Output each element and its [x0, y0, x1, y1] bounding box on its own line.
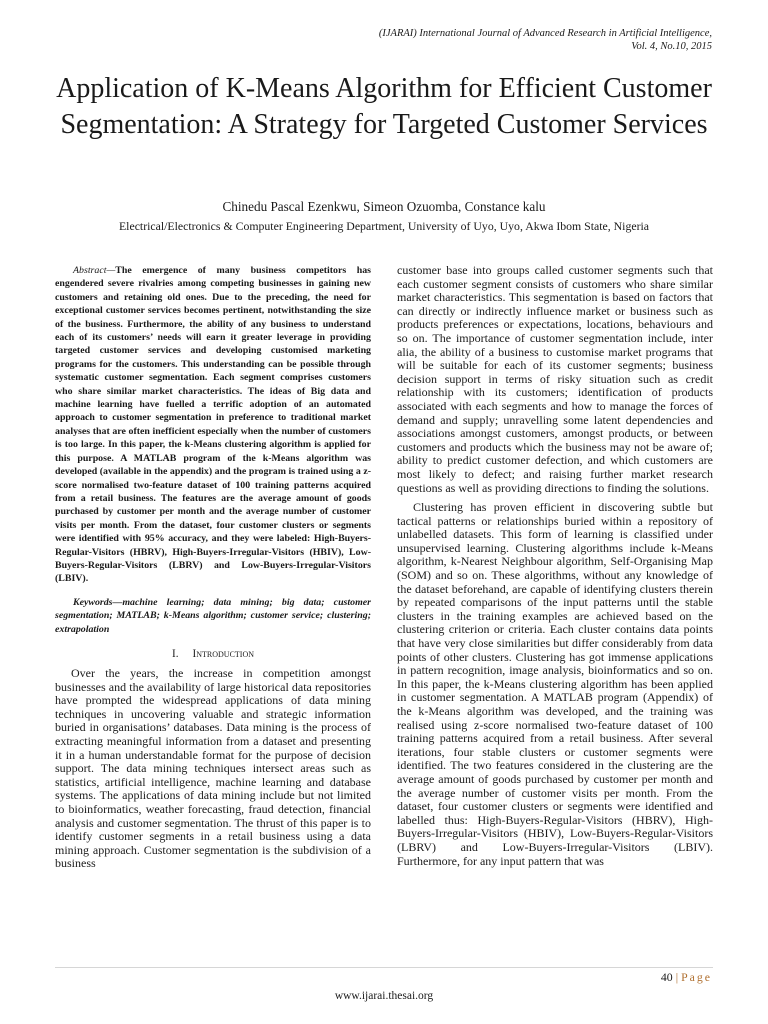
- author-affiliation: Electrical/Electronics & Computer Engineering Department, University of Uyo, Uyo, Akwa Ibom State, Nigeria: [118, 219, 650, 233]
- intro-paragraph-2: Clustering has proven efficient in discovering subtle but tactical patterns or relationships buried within a repository of unlabelled datasets. This form of learning is classified under unsupervised learning. Clustering algorithms include k-Means algorithm, k-Nearest Neighbour algorithm, Self-Organising Map (SOM) and so on. These algorithms, without any knowledge of the dataset beforehand, are capable of identifying clusters therein by repeated comparisons of the input patterns until the stable clusters in the training examples are achieved based on the clustering criterion or criteria. Each cluster contains data points that have very close similarities but differ considerably from data points of other clusters. Clustering has got immense applications in pattern recognition, image analysis, bioinformatics and so on. In this paper, the k-Means clustering algorithm has been applied in customer segmentation. A MATLAB program (Appendix) of the k-Means algorithm was developed, and the training was realised using z-score normalised two-feature dataset of 100 training patterns acquired from a retail business. After several iterations, four stable clusters or customer segments were identified. The two features considered in the clustering are the average amount of goods purchased by customer per month and the average number of customer visits per month. From the dataset, four customer clusters or segments were identified and labelled thus: High-Buyers-Regular-Visitors (HBRV), High-Buyers-Irregular-Visitors (HBIV), Low-Buyers-Regular-Visitors (LBRV) and Low-Buyers-Irregular-Visitors (LBIV). Furthermore, for any input pattern that was: [397, 500, 713, 868]
- intro-paragraph-1-continued: customer base into groups called customer segments such that each customer segment consists of customers who share similar market characteristics. This segmentation is based on factors that can directly or indirectly influence market or business such as products preferences or expectations, locations, behaviours and so on. The importance of customer segmentation include, inter alia, the ability of a business to customise market programs that will be suitable for each of its customer segments; business decision support in terms of risky situation such as credit relationship with its customers; identification of products associated with each segments and how to manage the forces of demand and supply; unravelling some latent dependencies and associations amongst customers, amongst products, or between customers and products which the business may not be aware of; ability to predict customer defection, and which customers are most likely to defect; and raising further market research questions as well as providing directions to finding the solutions.: [397, 263, 713, 495]
- abstract-text: The emergence of many business competitors has engendered severe rivalries among competing businesses in gaining new customers and retaining old ones. Due to the preceding, the need for exceptional customer services becomes pertinent, notwithstanding the size of the business. Furthermore, the ability of any business to understand each of its customers’ needs will earn it greater leverage in providing targeted customer services and developing customised marketing programs for the customers. This understanding can be possible through systematic customer segmentation. Each segment comprises customers who share similar market characteristics. The ideas of Big data and machine learning have fuelled a terrific adoption of an automated approach to customer segmentation in preference to traditional market analyses that are often inefficient especially when the number of customers is too large. In this paper, the k-Means clustering algorithm is applied for this purpose. A MATLAB program of the k-Means algorithm was developed (available in the appendix) and the program is trained using a z-score normalised two-feature dataset of 100 training patterns acquired from a retail business. The features are the average amount of goods purchased by customer per month and the average number of customer visits per month. From the dataset, four customer clusters or segments were identified with 95% accuracy, and they were labeled: High-Buyers-Regular-Visitors (HBRV), High-Buyers-Irregular-Visitors (HBIV), Low-Buyers-Regular-Visitors (LBRV) and Low-Buyers-Irregular-Visitors (LBIV).: [55, 265, 371, 585]
- page-number-value: 40: [660, 970, 673, 984]
- page-number-separator: |: [675, 970, 679, 984]
- journal-website[interactable]: www.ijarai.thesai.org: [334, 990, 434, 1002]
- footer-divider: [55, 967, 713, 968]
- journal-header: [379, 27, 712, 53]
- journal-volume: Vol. 4, No.10, 2015: [631, 41, 712, 52]
- section-name: Introduction: [192, 647, 255, 660]
- paper-title: Application of K-Means Algorithm for Efficient Customer Segmentation: A Strategy for Targeted Customer Services: [56, 73, 712, 140]
- abstract: [55, 264, 371, 586]
- right-column: [397, 264, 713, 868]
- keywords: Keywords—machine learning; data mining; big data; customer segmentation; MATLAB; k-Means algorithm; customer service; clustering; extrapolation: [55, 596, 371, 635]
- paper-authors: Chinedu Pascal Ezenkwu, Simeon Ozuomba, Constance kalu: [222, 199, 546, 214]
- section-heading-introduction: [55, 648, 371, 660]
- section-number: I.: [171, 647, 179, 660]
- page-word: Page: [681, 970, 712, 984]
- page-number: [661, 970, 712, 985]
- journal-name: (IJARAI) International Journal of Advanced Research in Artificial Intelligence,: [378, 28, 712, 39]
- left-column: [55, 264, 371, 871]
- abstract-label: Abstract—: [73, 265, 116, 276]
- intro-paragraph-1: Over the years, the increase in competition amongst businesses and the availability of large historical data repositories have prompted the widespread applications of data mining techniques in uncovering valuable and strategic information buried in organisations’ databases. Data mining is the process of extracting meaningful information from a dataset and presenting it in a human understandable format for the purpose of decision support. The data mining techniques intersect areas such as statistics, artificial intelligence, machine learning and database systems. The applications of data mining include but not limited to bioinformatics, weather forecasting, fraud detection, financial analysis and customer segmentation. The thrust of this paper is to identify customer segments in a retail business using a data mining approach. Customer segmentation is the subdivision of a business: [55, 665, 371, 871]
